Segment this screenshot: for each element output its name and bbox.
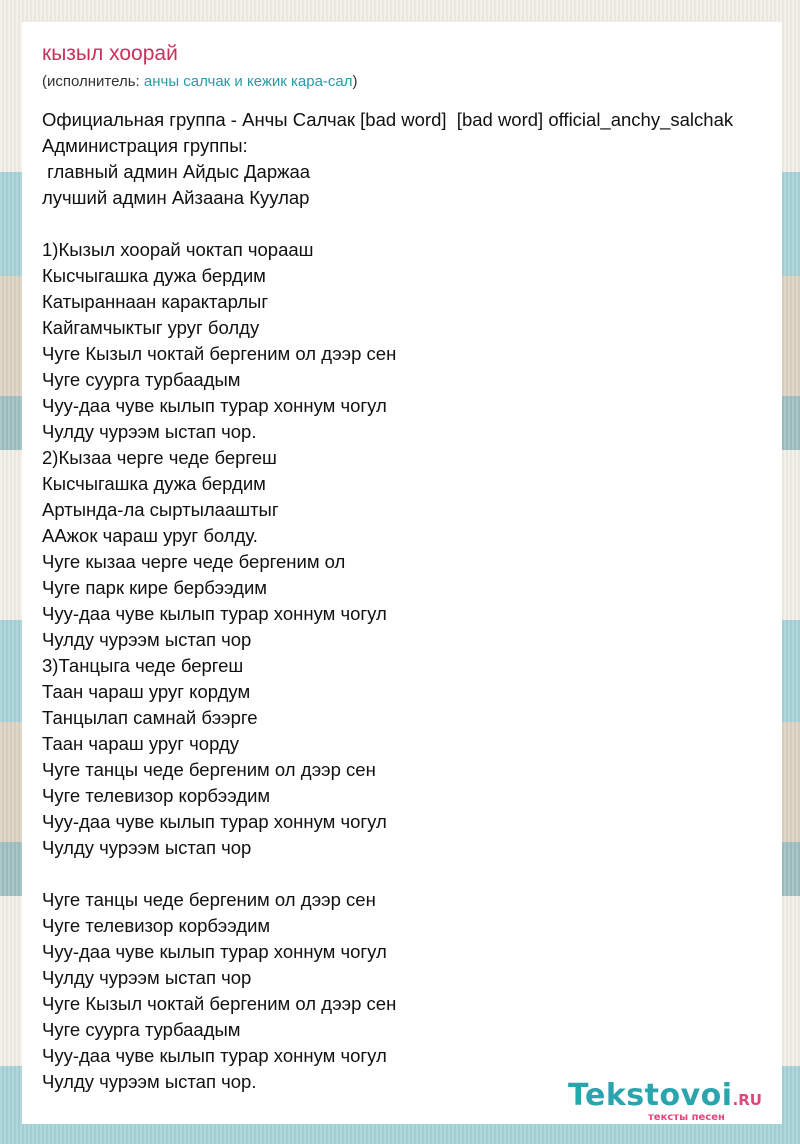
logo-wordmark: Tekstovoi xyxy=(568,1078,733,1113)
artist-suffix: ) xyxy=(352,73,358,90)
song-title: кызыл хоорай xyxy=(42,42,178,65)
lyrics-card xyxy=(22,22,782,1124)
artist-line xyxy=(42,73,358,90)
artist-prefix: (исполнитель: xyxy=(42,73,144,90)
site-logo[interactable] xyxy=(568,1078,778,1124)
logo-tagline: тексты песен xyxy=(648,1112,725,1123)
lyrics-text: Официальная группа - Анчы Салчак [bad word] [bad word] official_anchy_salchak Администрация группы: главный админ Айдыс Даржаа лучший админ Айзаана Куулар 1)Кызыл хоорай чоктап чорааш Кысчыгашка дужа бердим Катыраннаан карактарлыг Кайгамчыктыг уруг болду Чуге Кызыл чоктай бергеним ол дээр сен Чуге суурга турбаадым Чуу-даа чуве кылып турар хоннум чогул Чулду чурээм ыстап чор. 2)Кызаа черге чеде бергеш Кысчыгашка дужа бердим Артында-ла сыртылааштыг ААжок чараш уруг болду. Чуге кызаа черге чеде бергеним ол Чуге парк кире бербээдим Чуу-даа чуве кылып турар хоннум чогул Чулду чурээм ыстап чор 3)Танцыга чеде бергеш Таан чараш уруг кордум Танцылап самнай бээрге Таан чараш уруг чорду Чуге танцы чеде бергеним ол дээр сен Чуге телевизор корбээдим Чуу-даа чуве кылып турар хоннум чогул Чулду чурээм ыстап чор Чуге танцы чеде бергеним ол дээр сен Чуге телевизор корбээдим Чуу-даа чуве кылып турар хоннум чогул Чулду чурээм ыстап чор Чуге Кызыл чоктай бергеним ол дээр сен Чуге суурга турбаадым Чуу-даа чуве кылып турар хоннум чогул Чулду чурээм ыстап чор. xyxy=(42,109,734,1092)
artist-link[interactable]: анчы салчак и кежик кара-сал xyxy=(143,73,353,90)
logo-tld: .RU xyxy=(732,1091,762,1109)
